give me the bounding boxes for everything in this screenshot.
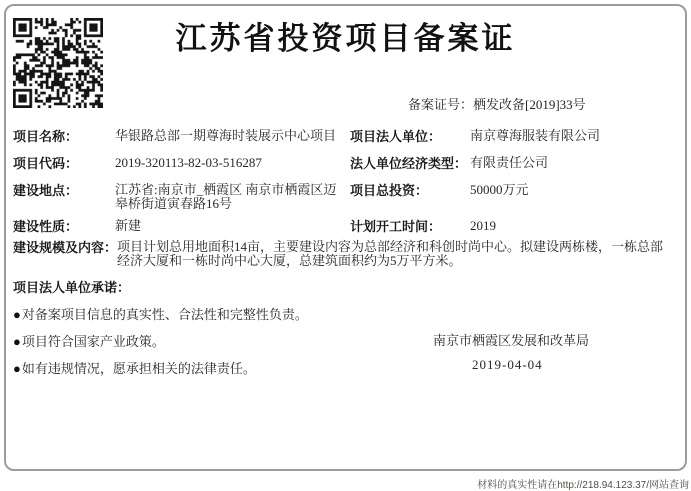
field-value-planned-start-time: 2019 xyxy=(470,218,496,233)
commitment-item xyxy=(13,331,165,350)
issuing-agency: 南京市栖霞区发展和改革局 xyxy=(433,333,590,348)
certificate-number-value: 栖发改备[2019]33号 xyxy=(473,97,586,112)
field-value-economic-type: 有限责任公司 xyxy=(470,155,549,170)
verification-note: 材料的真实性请在http://218.94.123.37/网站查询 xyxy=(477,480,689,491)
field-value-legal-entity: 南京尊海服装有限公司 xyxy=(470,128,601,143)
field-value-project-name: 华银路总部一期尊海时装展示中心项目 xyxy=(115,128,337,143)
issue-date: 2019-04-04 xyxy=(472,357,543,372)
commitment-item-text: 对备案项目信息的真实性、合法性和完整性负责。 xyxy=(21,307,308,322)
field-label-construction-site: 建设地点： xyxy=(13,183,79,198)
field-value-construction-nature: 新建 xyxy=(115,218,142,233)
field-label-legal-entity: 项目法人单位： xyxy=(350,129,442,144)
field-label-scale-content: 建设规模及内容： xyxy=(13,240,118,255)
bullet-icon xyxy=(13,361,21,376)
commitment-item xyxy=(13,304,308,323)
field-value-scale-content: 项目计划总用地面积14亩，主要建设内容为总部经济和科创时尚中心。拟建设两栋楼，一栋总部经济大厦和一栋时尚中心大厦，总建筑面积约为5万平方米。 xyxy=(117,239,664,268)
commitment-item xyxy=(13,358,256,377)
certificate-title: 江苏省投资项目备案证 xyxy=(175,21,516,56)
commitment-item-text: 项目符合国家产业政策。 xyxy=(21,334,165,349)
field-value-construction-site: 江苏省:南京市_栖霞区 南京市栖霞区迈皋桥街道寅春路16号 xyxy=(115,182,337,211)
field-label-economic-type: 法人单位经济类型： xyxy=(350,156,468,171)
field-label-planned-start-time: 计划开工时间： xyxy=(350,219,442,234)
field-label-project-code: 项目代码： xyxy=(13,156,79,171)
commitment-heading: 项目法人单位承诺： xyxy=(13,280,131,295)
field-label-construction-nature: 建设性质： xyxy=(13,219,79,234)
bullet-icon xyxy=(13,334,21,349)
field-label-project-name: 项目名称： xyxy=(13,129,79,144)
bullet-icon xyxy=(13,307,21,322)
certificate-number-line xyxy=(408,94,586,113)
certificate-border xyxy=(4,4,687,471)
field-label-total-investment: 项目总投资： xyxy=(350,183,429,198)
field-value-project-code: 2019-320113-82-03-516287 xyxy=(115,155,262,170)
commitment-item-text: 如有违规情况，愿承担相关的法律责任。 xyxy=(21,361,256,376)
field-value-total-investment: 50000万元 xyxy=(470,182,529,197)
certificate-number-label: 备案证号： xyxy=(408,97,474,112)
